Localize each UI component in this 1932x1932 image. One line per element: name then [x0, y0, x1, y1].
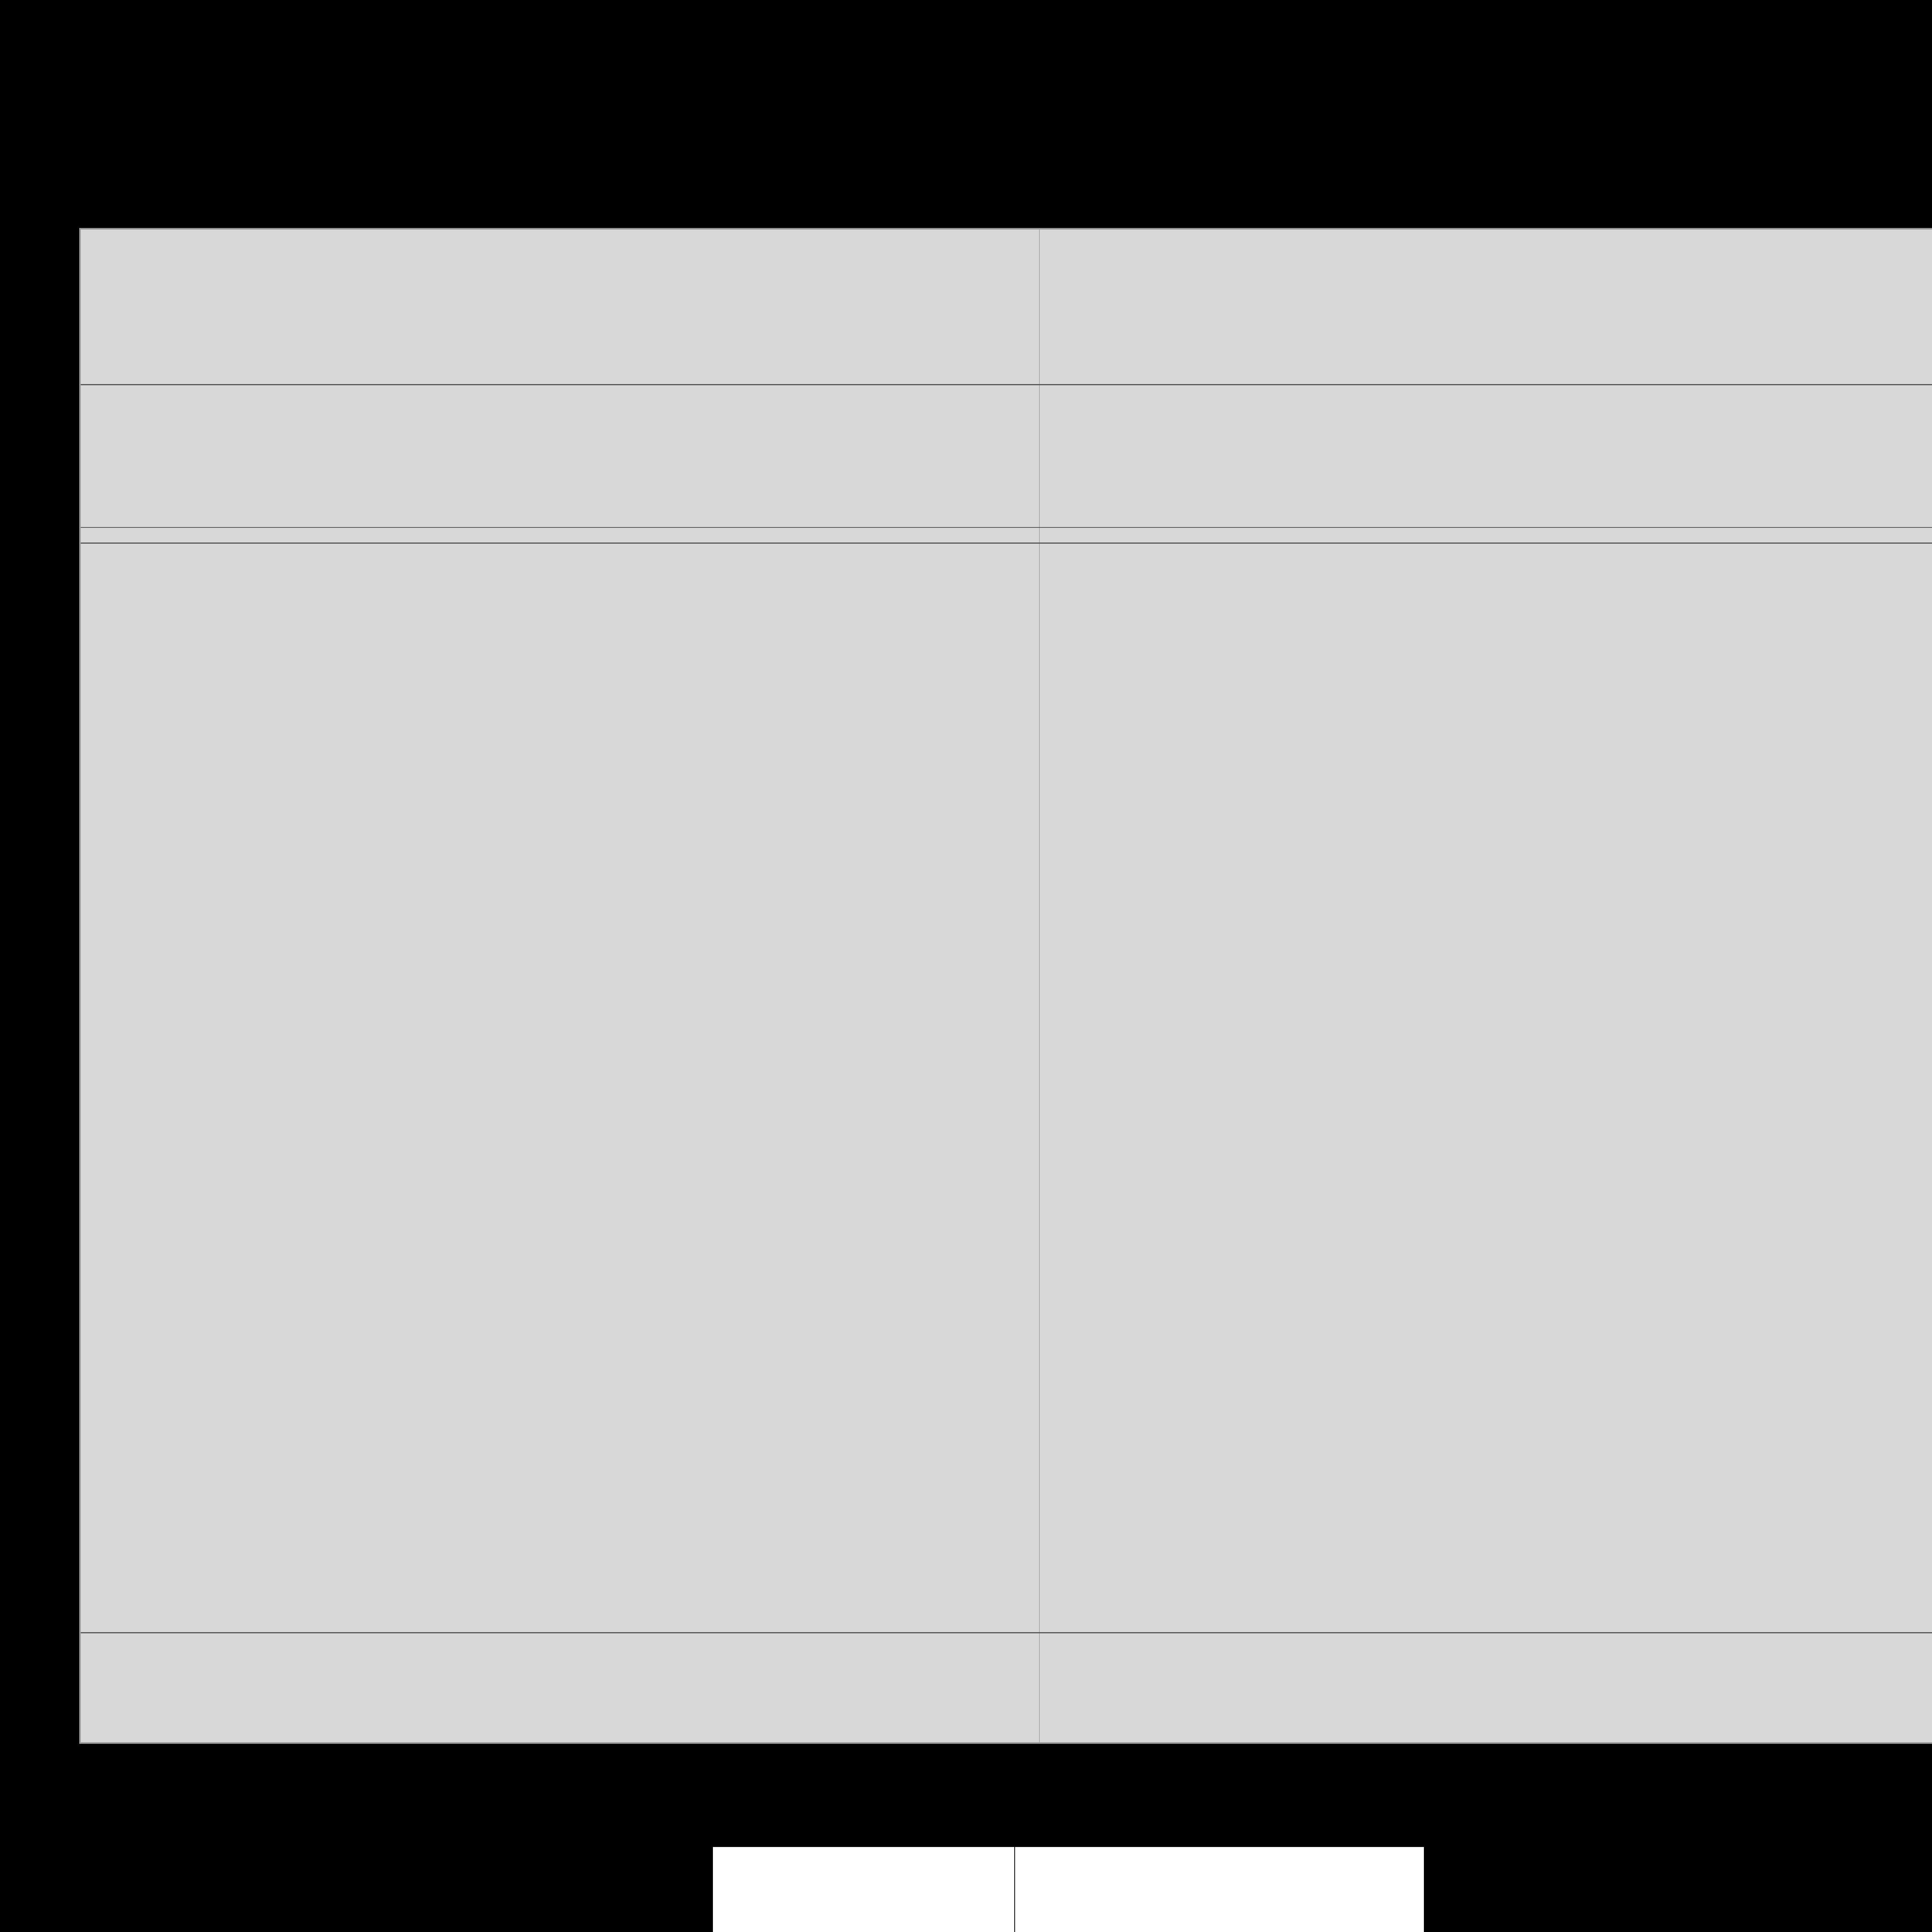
totals-rule: [81, 1632, 1932, 1633]
archive-reference-card: [713, 1847, 1424, 1932]
page-fold: [1039, 230, 1040, 1742]
card-divider: [1014, 1847, 1015, 1932]
header-top-rule: [81, 384, 1932, 385]
brought-forward-row: [81, 552, 1932, 573]
header-bottom-rule: [81, 527, 1932, 528]
pay-sheet: [79, 228, 1932, 1744]
column-number-rule: [81, 543, 1932, 544]
